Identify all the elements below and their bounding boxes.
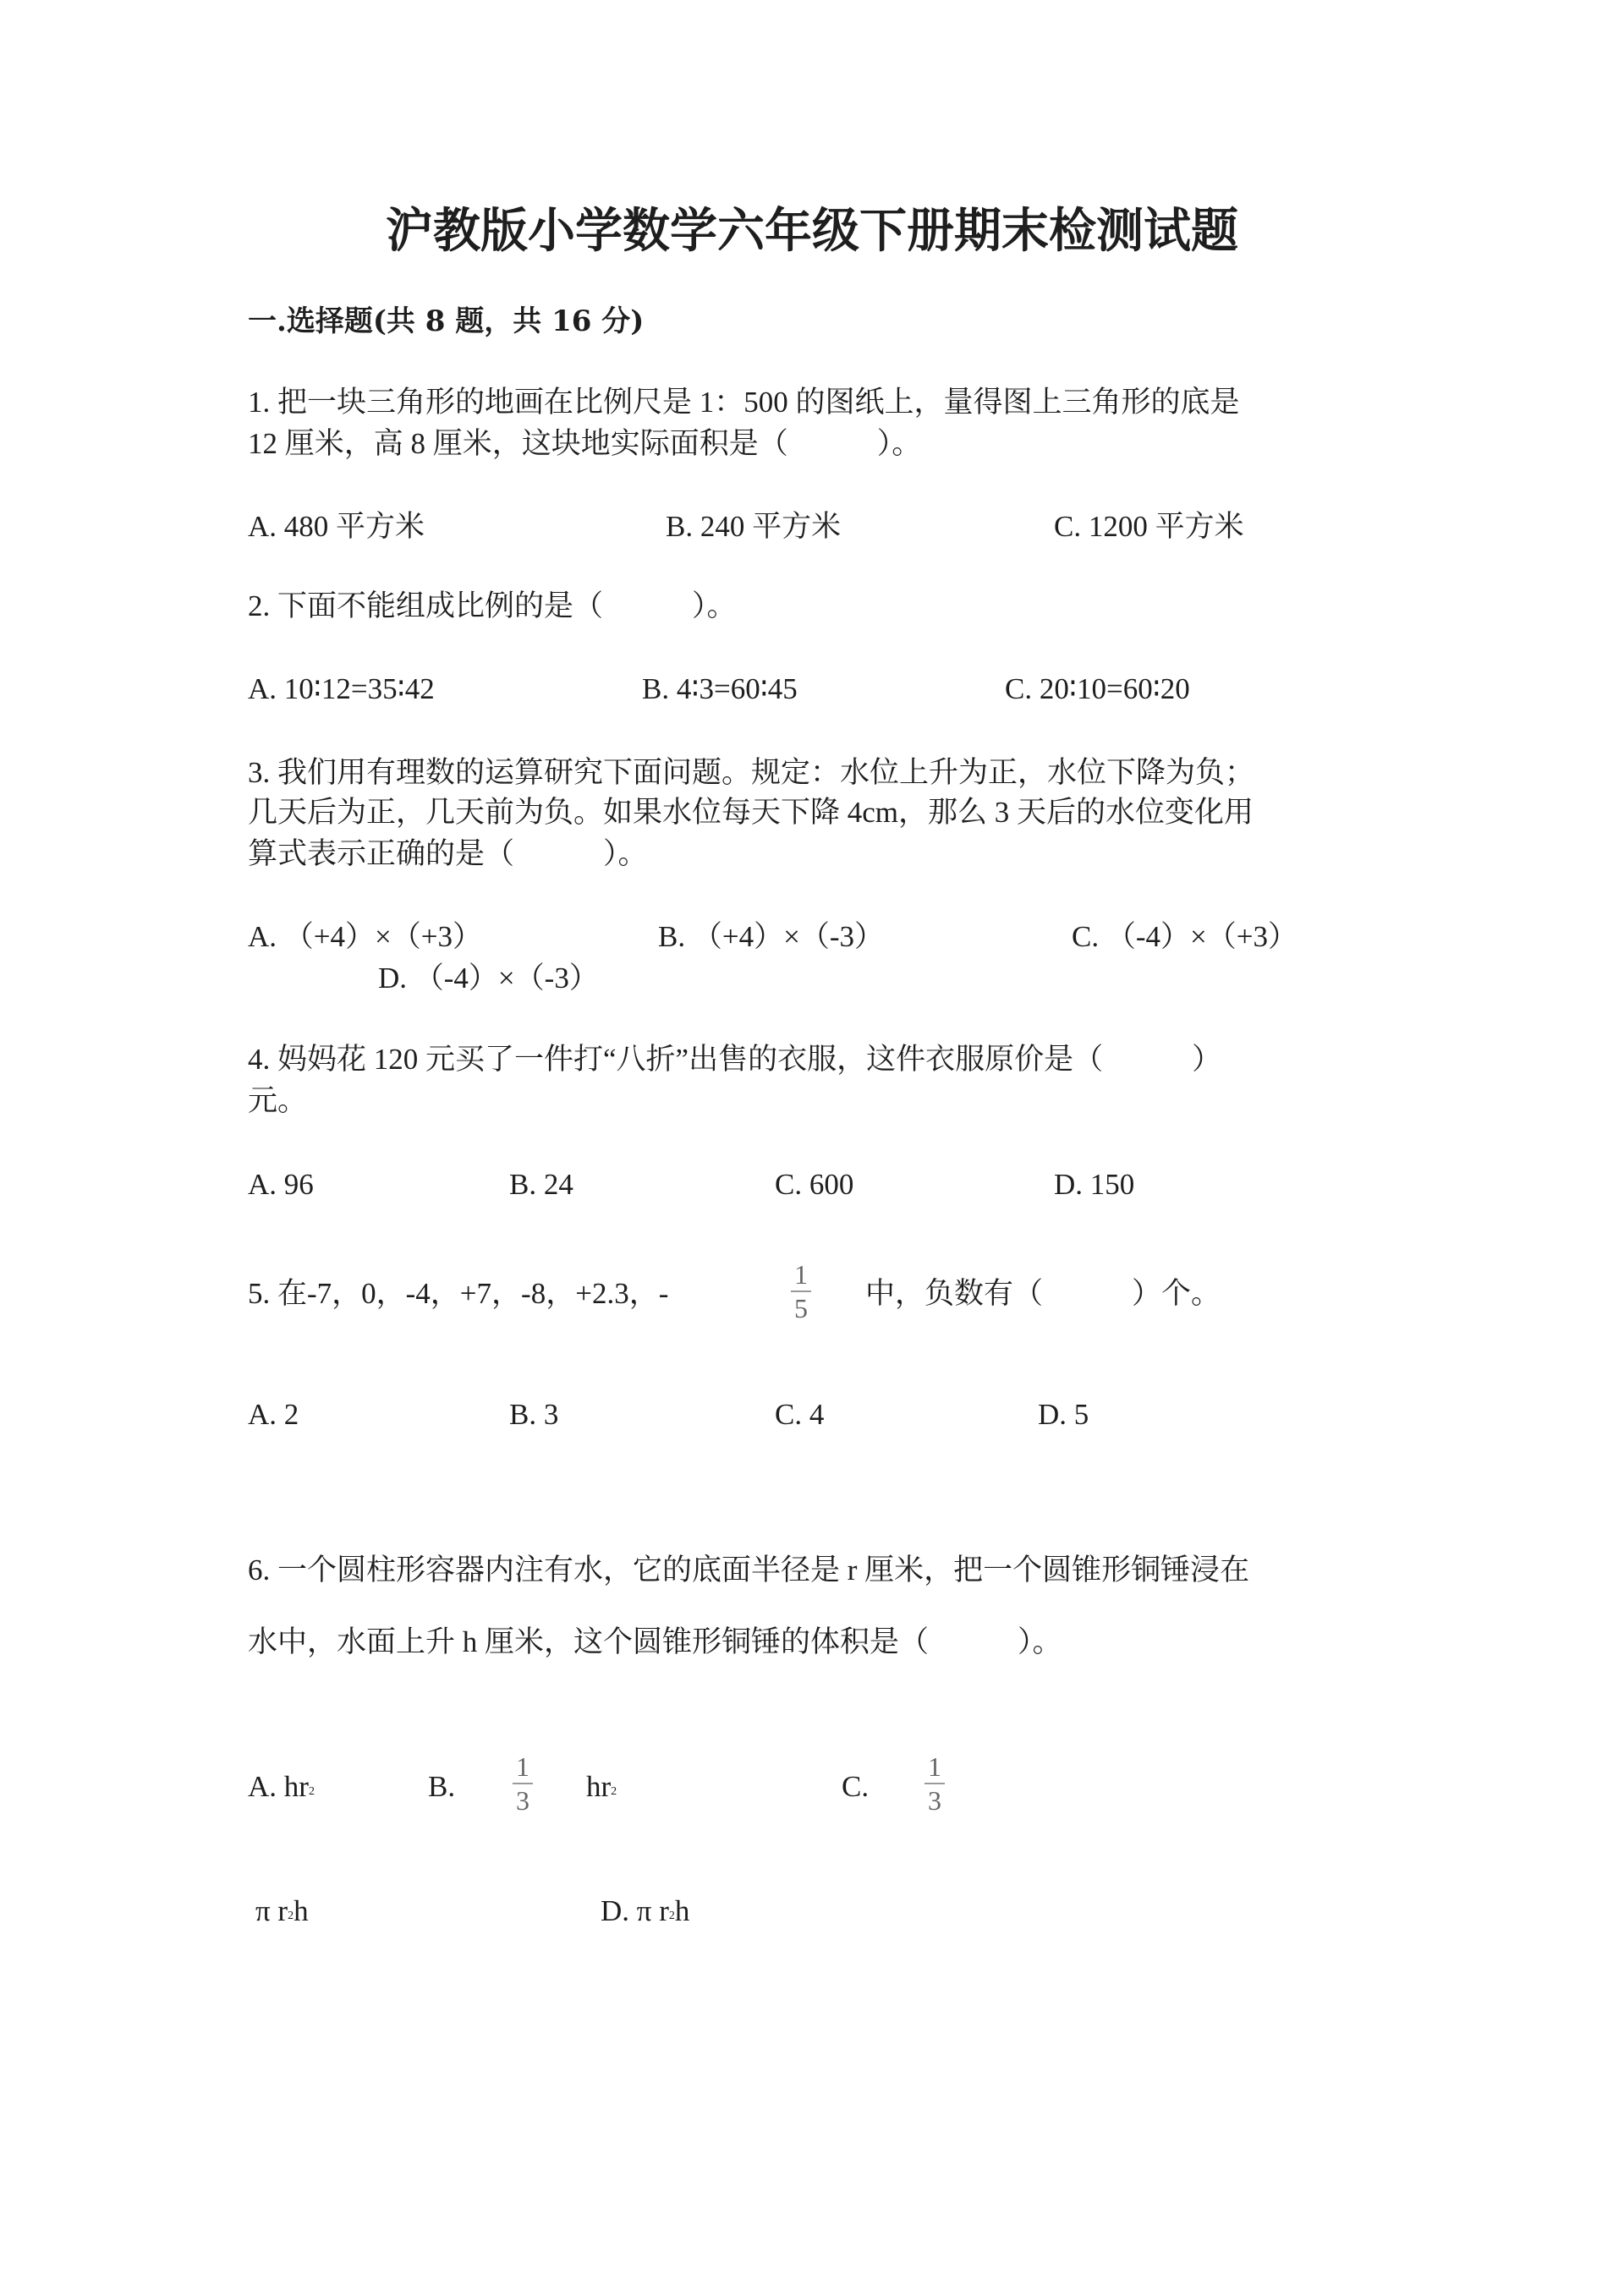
question-6-text: 6. 一个圆柱形容器内注有水，它的底面半径是 r 厘米，把一个圆锥形铜锤浸在	[248, 1553, 1250, 1586]
question-6-option-d	[601, 1894, 689, 1928]
fraction-bar	[513, 1783, 533, 1784]
question-6-option-a	[248, 1770, 315, 1804]
fraction-one-third	[924, 1752, 945, 1815]
question-1-text: 12 厘米，高 8 厘米，这块地实际面积是（ ）。	[248, 427, 922, 460]
question-2-option-a: A. 10∶12=35∶42	[248, 672, 435, 705]
superscript: 2	[668, 1910, 675, 1922]
question-5-option-b: B. 3	[509, 1398, 559, 1431]
question-4-option-c: C. 600	[775, 1168, 854, 1201]
option-text: A. hr	[248, 1770, 309, 1803]
fraction-bar	[924, 1783, 945, 1784]
question-3-option-a: A. （+4）×（+3）	[248, 920, 482, 953]
fraction-denominator: 3	[928, 1785, 941, 1816]
fraction-denominator: 3	[516, 1785, 529, 1816]
fraction-numerator: 1	[928, 1751, 941, 1782]
fraction-one-fifth	[791, 1260, 811, 1323]
question-3-text: 算式表示正确的是（ ）。	[248, 837, 648, 870]
fraction-denominator: 5	[794, 1293, 808, 1323]
option-text: h	[294, 1894, 309, 1927]
superscript: 2	[308, 1785, 315, 1798]
question-1-option-c: C. 1200 平方米	[1054, 510, 1244, 543]
question-2-option-b: B. 4∶3=60∶45	[642, 672, 798, 705]
question-3-option-d: D. （-4）×（-3）	[378, 962, 599, 995]
option-text: hr	[586, 1770, 612, 1803]
question-4-text: 元。	[248, 1084, 308, 1117]
option-text: π r	[255, 1894, 288, 1927]
question-6-option-c-label: C.	[842, 1770, 870, 1803]
page-title: 沪教版小学数学六年级下册期末检测试题	[386, 203, 1238, 259]
fraction-numerator: 1	[794, 1259, 808, 1290]
question-3-text: 3. 我们用有理数的运算研究下面问题。规定：水位上升为正，水位下降为负；	[248, 756, 1255, 789]
question-1-text: 1. 把一块三角形的地画在比例尺是 1：500 的图纸上，量得图上三角形的底是	[248, 386, 1240, 419]
question-6-option-b-expression	[586, 1770, 617, 1804]
question-4-option-d: D. 150	[1054, 1168, 1135, 1201]
question-3-option-b: B. （+4）×（-3）	[658, 920, 884, 953]
question-3-text: 几天后为正，几天前为负。如果水位每天下降 4cm，那么 3 天后的水位变化用	[248, 796, 1254, 829]
fraction-bar	[791, 1290, 811, 1292]
question-4-text: 4. 妈妈花 120 元买了一件打“八折”出售的衣服，这件衣服原价是（ ）	[248, 1043, 1222, 1076]
section-heading: 一.选择题(共 8 题，共 16 分)	[248, 304, 645, 338]
question-2-text: 2. 下面不能组成比例的是（ ）。	[248, 589, 737, 622]
option-text: D. π r	[601, 1894, 669, 1927]
question-5-option-a: A. 2	[248, 1398, 299, 1431]
question-6-option-c-expression	[255, 1894, 309, 1928]
question-6-text: 水中，水面上升 h 厘米，这个圆锥形铜锤的体积是（ ）。	[248, 1625, 1062, 1658]
question-5-text: 5. 在-7，0，-4，+7，-8，+2.3，-	[248, 1277, 669, 1310]
question-5-option-d: D. 5	[1038, 1398, 1089, 1431]
question-1-option-a: A. 480 平方米	[248, 510, 425, 543]
question-2-option-c: C. 20∶10=60∶20	[1005, 672, 1190, 705]
question-3-option-c: C. （-4）×（+3）	[1072, 920, 1298, 953]
question-4-option-b: B. 24	[509, 1168, 573, 1201]
option-text: h	[674, 1894, 690, 1927]
question-1-option-b: B. 240 平方米	[666, 510, 842, 543]
superscript: 2	[288, 1910, 294, 1922]
question-6-option-b-label: B.	[428, 1770, 456, 1803]
question-5-text: 中，负数有（ ）个。	[865, 1277, 1221, 1310]
fraction-one-third	[513, 1752, 533, 1815]
fraction-numerator: 1	[516, 1751, 529, 1782]
question-5-option-c: C. 4	[775, 1398, 825, 1431]
question-4-option-a: A. 96	[248, 1168, 314, 1201]
superscript: 2	[611, 1785, 617, 1798]
